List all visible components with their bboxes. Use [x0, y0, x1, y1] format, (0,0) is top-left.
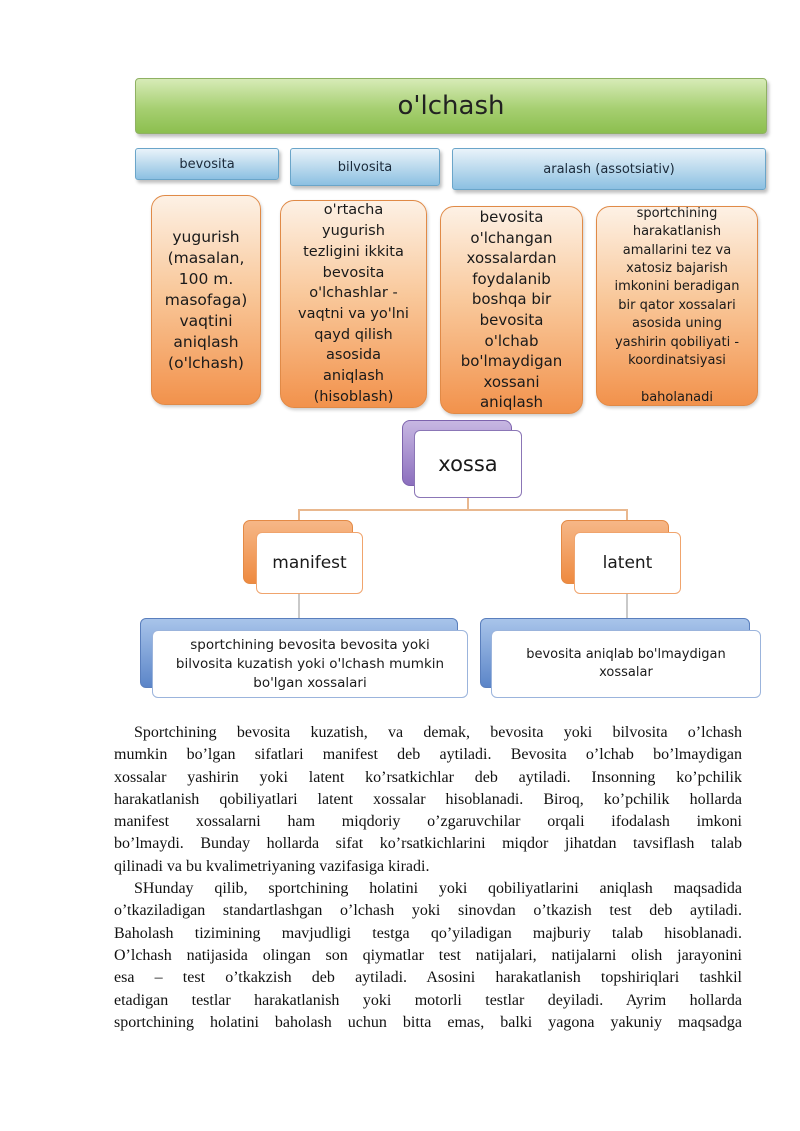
example-box-aralash-2: [596, 206, 758, 406]
paragraph-line: bo’lmaydi. Bunday hollarda sifat ko’rsatkichlarini miqdor jihatdan tavsiflash talab: [114, 835, 742, 853]
connector-latent-down: [626, 594, 628, 620]
paragraph-line: Sportchining bevosita kuzatish, va demak, bevosita yoki bilvosita o’lchash: [134, 724, 742, 741]
example-text: yugurish (masalan, 100 m. masofaga) vaqtini aniqlash (o'lchash): [164, 227, 248, 372]
example-box-bevosita: [151, 195, 261, 405]
manifest-description-text: sportchining bevosita bevosita yoki bilvosita kuzatish yoki o'lchash mumkin bo'lgan xossalari: [175, 636, 445, 691]
manifest-node: manifest: [256, 532, 363, 594]
category-bevosita: bevosita: [135, 148, 279, 180]
paragraph-line: etadigan testlar harakatlanish yoki motorli testlar deyiladi. Ayrim hollarda: [114, 991, 742, 1009]
paragraph-line: esa – test o’tkakzish deb aytiladi. Asosini harakatlanish topshiriqlari tashkil: [114, 969, 742, 987]
paragraph-line: O’lchash natijasida olingan son qiymatlar test natijalari, natijalarni olish jarayonini: [114, 946, 742, 964]
paragraph-line: Baholash tizimining mavjudligi testga qo’yiladigan majburiy talab hisoblanadi.: [114, 924, 742, 942]
example-box-aralash-1: [440, 206, 583, 414]
paragraph-line: SHunday qilib, sportchining holatini yoki qobiliyatlarini aniqlash maqsadida: [134, 880, 742, 898]
body-paragraphs: [114, 722, 742, 1034]
category-bilvosita: bilvosita: [290, 148, 440, 186]
olchash-header: o'lchash: [135, 78, 767, 134]
category-aralash: aralash (assotsiativ): [452, 148, 766, 190]
example-box-bilvosita: [280, 200, 427, 408]
paragraph-line: xossalar yashirin yoki latent ko’rsatkichlar deb aytiladi. Insonning ko’pchilik: [114, 768, 742, 786]
latent-description-text: bevosita aniqlab bo'lmaydigan xossalar: [526, 647, 726, 680]
connector-manifest-down: [298, 594, 300, 620]
example-text: bevosita o'lchangan xossalardan foydalanib boshqa bir bevosita o'lchab bo'lmaydigan xossani aniqlash: [460, 208, 563, 412]
example-text: sportchining harakatlanish amallarini tez va xatosiz bajarish imkonini beradigan bir qator xossalari asosida uning yashirin qobiliyati - koordinatsiyasi baholanadi: [614, 205, 740, 405]
manifest-description: [152, 630, 468, 698]
latent-node: latent: [574, 532, 681, 594]
xossa-node: xossa: [414, 430, 522, 498]
paragraph-line: manifest xossalarni ham miqdoriy o’zgaruvchilar orqali ifodalash imkoni: [114, 813, 742, 831]
paragraph-line: harakatlanish qobiliyatlari latent xossalar hisoblanadi. Biroq, ko’pchilik hollarda: [114, 790, 742, 808]
paragraph-line: qilinadi va bu kvalimetriyaning vazifasiga kiradi.: [114, 857, 430, 875]
paragraph-line: sportchining holatini baholash uchun bitta emas, balki yagona yakuniy maqsadga: [114, 1013, 742, 1031]
example-text: o'rtacha yugurish tezligini ikkita bevosita o'lchashlar - vaqtni va yo'lni qayd qilish asosida aniqlash (hisoblash): [298, 202, 409, 405]
paragraph-line: o’tkaziladigan standartlashgan o’lchash yoki sinovdan o’tkazish test deb aytiladi.: [114, 902, 742, 920]
paragraph-line: mumkin bo’lgan sifatlari manifest deb aytiladi. Bevosita o’lchab bo’lmaydigan: [114, 746, 742, 764]
latent-description: [491, 630, 761, 698]
connector-horizontal: [298, 509, 628, 511]
